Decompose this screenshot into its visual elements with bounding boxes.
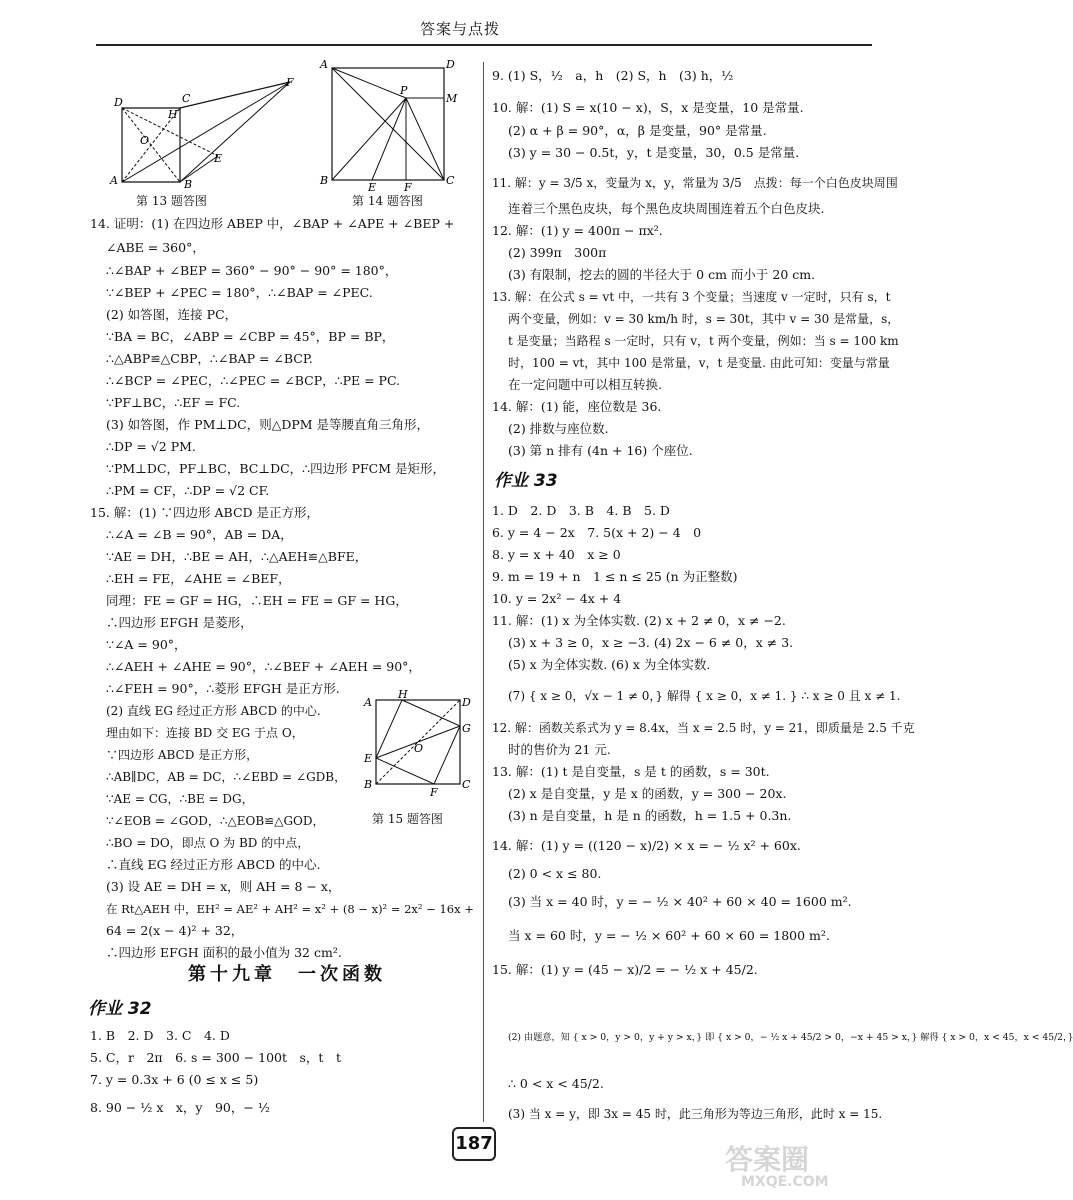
left-line: (3) 设 AE = DH = x，则 AH = 8 − x， [106,879,341,894]
fig14-label-f: F [404,181,412,194]
answer-line: 时的售价为 21 元. [508,742,611,757]
answer-line: 1. B 2. D 3. C 4. D [90,1028,230,1043]
section-title-33: 作业 33 [494,471,558,491]
left-line: ∴AB∥DC，AB = DC，∴∠EBD = ∠GDB， [106,770,347,784]
figure-15-caption: 第 15 题答图 [372,812,443,826]
answer-line: 9. m = 19 + n 1 ≤ n ≤ 25 (n 为正整数) [492,569,738,584]
header-rule [96,44,872,46]
fig15-label-a: A [364,696,372,709]
left-line: ∴四边形 EFGH 是菱形， [106,615,253,630]
figure-15 [362,690,474,800]
fig14-label-p: P [400,84,408,97]
column-divider [483,62,484,1122]
right-line: (2) 399π 300π [508,245,607,260]
right-line: 10. 解：(1) S = x(10 − x)，S，x 是变量，10 是常量. [492,100,804,115]
left-line: ∴∠AEH + ∠AHE = 90°，∴∠BEF + ∠AEH = 90°， [106,659,421,674]
watermark-text: 答案圈 [725,1143,810,1176]
left-line: ∵AE = CG，∴BE = DG， [106,792,254,806]
figure-14 [318,58,458,193]
answer-line: (2) 0 < x ≤ 80. [508,866,602,881]
answer-line: 10. y = 2x² − 4x + 4 [492,591,622,606]
right-line: (2) 排数与座位数. [508,421,609,436]
answer-line: 15. 解：(1) y = (45 − x)/2 = − ½ x + 45/2. [492,962,758,977]
fig15-label-c: C [462,778,471,791]
left-line: ∴△ABP≌△CBP，∴∠BAP = ∠BCP. [106,351,313,366]
fig13-label-a: A [110,174,118,187]
page-number: 187 [452,1127,496,1161]
left-line: (2) 如答图，连接 PC， [106,307,238,322]
header-title: 答案与点拨 [420,20,501,38]
left-line: (2) 直线 EG 经过正方形 ABCD 的中心. [106,704,321,718]
right-line: 12. 解：(1) y = 400π − πx². [492,223,663,238]
left-line: 15. 解：(1) ∵四边形 ABCD 是正方形， [90,505,320,520]
left-line: ∴∠BAP + ∠BEP = 360° − 90° − 90° = 180°， [106,263,398,278]
left-line: ∵PF⊥BC，∴EF = FC. [106,395,241,410]
fig14-label-d: D [446,58,455,71]
answer-line: 14. 解：(1) y = ((120 − x)/2) × x = − ½ x² + 60x. [492,838,801,853]
right-line: 时，100 = vt，其中 100 是常量，v，t 是变量. 由此可知：变量与常量 [508,356,890,370]
answer-line: 8. 90 − ½ x x，y 90，− ½ [90,1100,270,1115]
fig14-label-a: A [320,58,328,71]
left-line: 理由如下：连接 BD 交 EG 于点 O， [106,726,304,740]
answer-line: (3) x + 3 ≥ 0，x ≥ −3. (4) 2x − 6 ≠ 0，x ≠ 3. [508,635,794,650]
fig15-label-e: E [364,752,373,765]
right-line: 13. 解：在公式 s = vt 中，一共有 3 个变量；当速度 v 一定时，只有 s，t [492,290,891,304]
watermark [725,1138,865,1198]
answer-line: (3) 当 x = 40 时，y = − ½ × 40² + 60 × 40 = 1600 m². [508,894,852,909]
fig13-label-d: D [114,96,123,109]
fig13-label-h: H [168,108,178,121]
fig14-label-c: C [446,174,455,187]
left-line: ∵AE = DH，∴BE = AH，∴△AEH≌△BFE， [106,549,368,564]
watermark-url: MXQE.COM [741,1174,829,1190]
fig14-label-m: M [446,92,458,105]
left-line: ∴EH = FE，∠AHE = ∠BEF， [106,571,291,586]
answer-line: 13. 解：(1) t 是自变量，s 是 t 的函数，s = 30t. [492,764,770,779]
left-line: ∴∠FEH = 90°，∴菱形 EFGH 是正方形. [106,681,340,696]
left-line: ∵∠BEP + ∠PEC = 180°，∴∠BAP = ∠PEC. [106,285,373,300]
fig15-label-b: B [364,778,373,791]
right-line: 14. 解：(1) 能，座位数是 36. [492,399,662,414]
fig13-label-o: O [140,134,150,147]
right-line: t 是变量；当路程 s 一定时，只有 v，t 两个变量，例如：当 s = 100 km [508,334,899,348]
left-line: ∵∠A = 90°， [106,637,187,652]
answer-line: (7) { x ≥ 0，√x − 1 ≠ 0，} 解得 { x ≥ 0，x ≠ 1. } ∴ x ≥ 0 且 x ≠ 1. [508,689,901,703]
answer-line: 5. C，r 2π 6. s = 300 − 100t s，t t [90,1050,341,1065]
right-line: 两个变量，例如：v = 30 km/h 时，s = 30t，其中 v = 30 是常量，s， [508,312,900,326]
answer-line: (5) x 为全体实数. (6) x 为全体实数. [508,657,711,672]
left-line: ∴∠A = ∠B = 90°，AB = DA， [106,527,293,542]
answer-line: 12. 解：函数关系式为 y = 8.4x，当 x = 2.5 时，y = 21，即质量是 2.5 千克 [492,721,915,735]
left-line: 14. 证明：(1) 在四边形 ABEP 中，∠BAP + ∠APE + ∠BEP + [90,216,455,231]
left-line: ∴直线 EG 经过正方形 ABCD 的中心. [106,857,321,872]
left-line: ∴DP = √2 PM. [106,439,196,454]
figure-13-caption: 第 13 题答图 [136,194,207,208]
fig13-label-e: E [214,152,223,165]
page-header [0,0,874,50]
fig15-label-d: D [462,696,471,709]
right-line: (2) α + β = 90°，α，β 是变量，90° 是常量. [508,123,767,138]
answer-line: (2) x 是自变量，y 是 x 的函数，y = 300 − 20x. [508,786,787,801]
fig14-label-b: B [320,174,329,187]
fig15-label-g: G [462,722,471,735]
right-line: (3) 有限制，挖去的圆的半径大于 0 cm 而小于 20 cm. [508,267,816,282]
left-line: (3) 如答图，作 PM⊥DC，则△DPM 是等腰直角三角形， [106,417,430,432]
left-line: 同理：FE = GF = HG，∴EH = FE = GF = HG， [106,593,408,608]
left-line: ∵BA = BC，∠ABP = ∠CBP = 45°，BP = BP， [106,329,395,344]
fig13-label-f: F [286,76,294,89]
left-line: 64 = 2(x − 4)² + 32， [106,923,244,938]
answer-line: (3) n 是自变量，h 是 n 的函数，h = 1.5 + 0.3n. [508,808,792,823]
right-line: (3) 第 n 排有 (4n + 16) 个座位. [508,443,693,458]
answer-line: 7. y = 0.3x + 6 (0 ≤ x ≤ 5) [90,1072,259,1087]
figure-13 [100,76,300,191]
answer-line: 8. y = x + 40 x ≥ 0 [492,547,621,562]
left-line: ∵PM⊥DC，PF⊥BC，BC⊥DC，∴四边形 PFCM 是矩形， [106,461,445,476]
fig15-label-o: O [414,742,424,755]
left-line: ∵四边形 ABCD 是正方形， [106,748,259,762]
figure-14-caption: 第 14 题答图 [352,194,423,208]
left-line: ∴BO = DO，即点 O 为 BD 的中点， [106,836,310,850]
right-line: 11. 解：y = 3/5 x，变量为 x，y，常量为 3/5 点拨：每一个白色皮块周围 [492,176,898,190]
fig14-label-e: E [368,181,377,194]
answer-line: 1. D 2. D 3. B 4. B 5. D [492,503,670,518]
left-line: ∴PM = CF，∴DP = √2 CF. [106,483,270,498]
fig15-label-h: H [398,688,408,701]
left-line: ∠ABE = 360°， [106,240,205,255]
right-line: 在一定问题中可以相互转换. [508,377,662,392]
answer-line: 6. y = 4 − 2x 7. 5(x + 2) − 4 0 [492,525,702,540]
left-line: 在 Rt△AEH 中，EH² = AE² + AH² = x² + (8 − x)² = 2x² − 16x + [106,902,474,916]
left-line: ∴四边形 EFGH 面积的最小值为 32 cm². [106,945,342,960]
answer-line: 当 x = 60 时，y = − ½ × 60² + 60 × 60 = 1800 m². [508,928,830,943]
right-line: (3) y = 30 − 0.5t，y，t 是变量，30，0.5 是常量. [508,145,800,160]
answer-line: 11. 解：(1) x 为全体实数. (2) x + 2 ≠ 0，x ≠ −2. [492,613,786,628]
fig15-label-f: F [430,786,438,799]
fig13-label-b: B [184,178,193,191]
right-line: 连着三个黑色皮块，每个黑色皮块周围连着五个白色皮块. [508,201,825,216]
right-line: 9. (1) S，½ a，h (2) S，h (3) h，½ [492,68,734,83]
answer-line: (3) 当 x = y，即 3x = 45 时，此三角形为等边三角形，此时 x = 15. [508,1107,883,1121]
section-title-32: 作业 32 [88,999,152,1019]
answer-line: ∴ 0 < x < 45/2. [508,1076,604,1091]
fig13-label-c: C [182,92,191,105]
left-line: ∴∠BCP = ∠PEC，∴∠PEC = ∠BCP，∴PE = PC. [106,373,401,388]
answer-line: (2) 由题意，知 { x > 0，y > 0，y + y > x，} 即 { x > 0，− ½ x + 45/2 > 0，−x + 45 > x，} 解得 { x > 0，x < 45，x < 45/2，} [508,1032,1073,1043]
left-line: ∵∠EOB = ∠GOD，∴△EOB≌△GOD， [106,814,325,828]
chapter-title: 第十九章 一次函数 [188,964,386,985]
